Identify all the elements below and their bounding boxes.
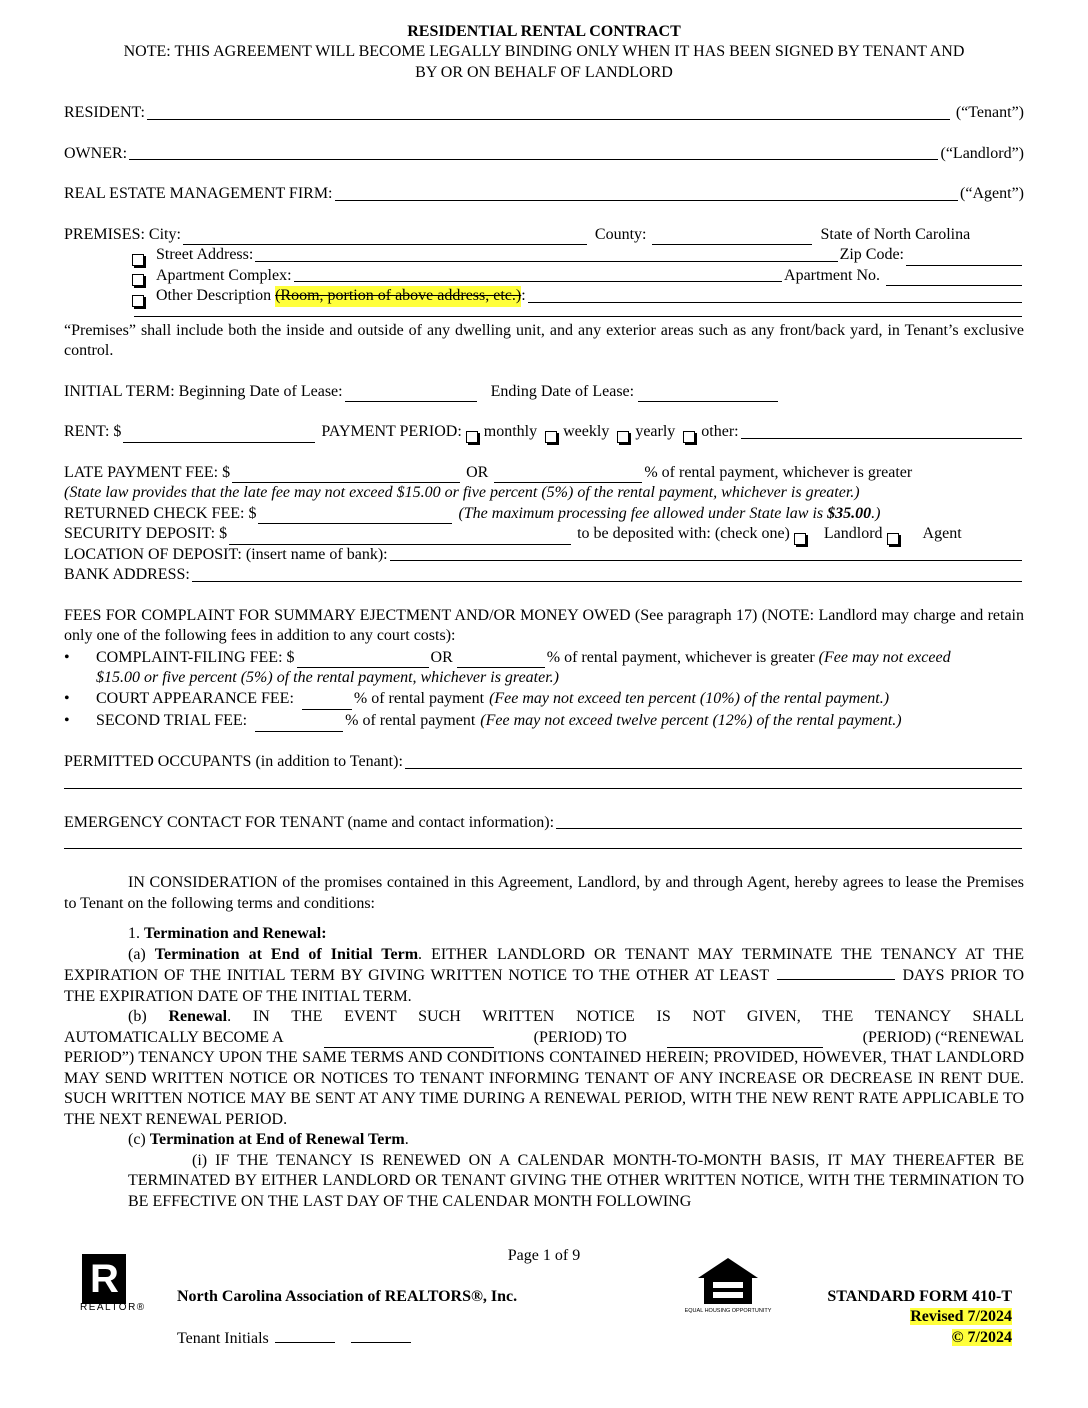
section1-title: Termination and Renewal: xyxy=(144,925,327,942)
deposit-location-label: LOCATION OF DEPOSIT: (insert name of bank): xyxy=(64,545,388,563)
security-deposit-row xyxy=(64,524,1024,545)
realtor-wordmark: REALTOR® xyxy=(80,1302,146,1313)
trial-fee-suffix: % of rental payment xyxy=(345,712,476,729)
returned-check-label: RETURNED CHECK FEE: $ xyxy=(64,504,257,522)
weekly-label: weekly xyxy=(563,423,610,440)
firm-row xyxy=(64,184,1024,205)
section1-c-dot: . xyxy=(404,1131,409,1148)
section1-heading xyxy=(64,924,1024,945)
owner-label: OWNER: xyxy=(64,144,128,162)
late-fee-label: LATE PAYMENT FEE: $ xyxy=(64,463,231,481)
court-fee-field[interactable] xyxy=(302,695,352,710)
street-row xyxy=(64,245,1024,266)
resident-field[interactable] xyxy=(147,119,950,120)
trial-fee-label: SECOND TRIAL FEE: xyxy=(96,712,248,729)
section1-a-text2: DAYS PRIOR TO THE EXPIRATION DATE OF THE INITIAL TERM. xyxy=(64,967,1025,1005)
section1-b-period: (PERIOD) TO xyxy=(533,1028,627,1046)
binding-note-line2: BY OR ON BEHALF OF LANDLORD xyxy=(415,63,673,81)
other-field-line2[interactable] xyxy=(134,316,1022,317)
street-field[interactable] xyxy=(255,261,837,262)
complex-checkbox[interactable] xyxy=(132,274,144,286)
filing-fee-row xyxy=(64,647,1024,668)
section1-c-i: (i) IF THE TENANCY IS RENEWED ON A CALENDAR MONTH-TO-MONTH BASIS, IT MAY THEREAFTER BE TERMINATED BY EITHER LANDLORD OR TENANT GIVING THE OTHER WRITTEN NOTICE, WITH THE TERMINATION TO BE EFFECTIVE ON THE LAST DAY OF THE CALENDAR MONTH FOLLOWING xyxy=(128,1151,1024,1210)
other-strike-text: (Room, portion of above address, etc.) xyxy=(275,286,521,307)
filing-fee-or: OR xyxy=(430,648,453,666)
firm-field[interactable] xyxy=(335,200,959,201)
notice-days-field[interactable] xyxy=(777,965,895,980)
returned-note-a: (The maximum processing fee allowed under State law is xyxy=(458,504,828,522)
weekly-checkbox[interactable] xyxy=(545,431,557,443)
tenant-initials-label: Tenant Initials xyxy=(177,1330,269,1347)
realtor-logo-letter: R xyxy=(90,1257,119,1301)
agent-suffix: (“Agent”) xyxy=(960,185,1024,202)
county-field[interactable] xyxy=(652,230,812,245)
section1-b-period2: (PERIOD) (“RENEWAL xyxy=(862,1028,1024,1046)
section1-c-label: (c) xyxy=(128,1131,150,1148)
other-period-label: other: xyxy=(701,423,739,440)
landlord-suffix: (“Landlord”) xyxy=(940,144,1024,162)
section1-b-rest: PERIOD”) TENANCY UPON THE SAME TERMS AND CONDITIONS CONTAINED HEREIN; PROVIDED, HOWEVER, THAT LANDLORD MAY SEND WRITTEN NOTICE OR NOTICES TO TENANT INFORMING TENANT OF ANY INCREASE OR DECREASE IN RENT DUE. SUCH WRITTEN NOTICE MAY BE SENT AT ANY TIME DURING A RENEWAL PERIOD, WITH THE NEW RENT RATE APPLICABLE TO THE NEXT RENEWAL PERIOD. xyxy=(64,1049,1024,1128)
rent-row xyxy=(64,422,1024,443)
apt-no-field[interactable] xyxy=(886,271,1022,286)
tenant-initials-field-2[interactable] xyxy=(351,1328,411,1343)
tenant-initials-field-1[interactable] xyxy=(275,1328,335,1343)
complaint-fees-intro: FEES FOR COMPLAINT FOR SUMMARY EJECTMENT AND/OR MONEY OWED (See paragraph 17) (NOTE: Landlord may charge and retain only one of the following fees in addition to any court costs): xyxy=(64,606,1024,644)
revised-date-text: Revised 7/2024 xyxy=(910,1308,1012,1325)
late-fee-note: (State law provides that the late fee may not exceed $15.00 or five percent (5%) of the rental payment, whichever is greater.) xyxy=(64,484,860,501)
street-checkbox[interactable] xyxy=(132,254,144,266)
yearly-label: yearly xyxy=(635,423,676,440)
emergency-contact-field-line2[interactable] xyxy=(64,848,1022,849)
state-label: State of North Carolina xyxy=(820,225,971,243)
deposit-location-field[interactable] xyxy=(390,560,1022,561)
occupants-field[interactable] xyxy=(405,768,1022,769)
deposit-landlord-checkbox[interactable] xyxy=(794,533,806,545)
court-fee-note: (Fee may not exceed ten percent (10%) of the rental payment.) xyxy=(489,690,890,707)
firm-label: REAL ESTATE MANAGEMENT FIRM: xyxy=(64,185,333,202)
late-fee-suffix: % of rental payment, whichever is greater xyxy=(644,463,913,481)
renewal-period-field-2[interactable] xyxy=(667,1033,823,1048)
section1-b-line2 xyxy=(64,1028,1024,1049)
owner-row xyxy=(64,144,1024,165)
complex-row xyxy=(64,266,1024,287)
deposit-with-label: to be deposited with: (check one) xyxy=(577,525,790,542)
bullet-dot: • xyxy=(64,690,70,707)
bank-address-field[interactable] xyxy=(192,581,1022,582)
late-fee-row xyxy=(64,463,1024,484)
emergency-contact-field[interactable] xyxy=(556,828,1022,829)
organization-name: North Carolina Association of REALTORS®, Inc. xyxy=(177,1288,518,1305)
deposit-agent-checkbox[interactable] xyxy=(887,533,899,545)
copyright-date xyxy=(952,1328,1012,1349)
filing-fee-field[interactable] xyxy=(297,653,429,668)
court-fee-suffix: % of rental payment xyxy=(353,690,485,707)
eho-text: EQUAL HOUSING OPPORTUNITY xyxy=(684,1308,772,1314)
trial-fee-note: (Fee may not exceed twelve percent (12%) of the rental payment.) xyxy=(480,712,902,729)
filing-fee-percent-field[interactable] xyxy=(457,653,545,668)
section1-a-label: (a) xyxy=(128,945,155,963)
section1-a xyxy=(64,945,1024,1008)
court-fee-row xyxy=(64,688,1024,710)
monthly-label: monthly xyxy=(483,423,538,440)
owner-field[interactable] xyxy=(129,159,938,160)
section1-a-text: . EITHER LANDLORD OR TENANT MAY TERMINATE THE TENANCY AT THE EXPIRATION OF THE INITIAL TERM BY GIVING WRITTEN NOTICE TO THE OTHER AT LEAST xyxy=(64,945,1025,984)
emergency-contact-label: EMERGENCY CONTACT FOR TENANT (name and contact information): xyxy=(64,813,555,831)
returned-note-amount: $35.00 xyxy=(827,504,872,522)
street-label: Street Address: xyxy=(156,246,254,263)
bank-address-label: BANK ADDRESS: xyxy=(64,566,190,583)
emergency-contact-row-2 xyxy=(64,833,1024,853)
monthly-checkbox[interactable] xyxy=(466,431,478,443)
occupants-row-2 xyxy=(64,773,1024,793)
filing-fee-note: $15.00 or five percent (5%) of the rental payment, whichever is greater.) xyxy=(96,668,559,686)
premises-city-label: PREMISES: City: xyxy=(64,225,181,243)
filing-fee-label: COMPLAINT-FILING FEE: $ xyxy=(96,648,295,666)
zip-field[interactable] xyxy=(906,251,1022,266)
section1-b-line1 xyxy=(64,1007,1024,1028)
court-fee-label: COURT APPEARANCE FEE: xyxy=(96,690,294,707)
rent-label: RENT: $ xyxy=(64,423,122,440)
late-fee-or: OR xyxy=(466,463,489,481)
section1-b-auto: AUTOMATICALLY BECOME A xyxy=(64,1028,284,1046)
security-deposit-label: SECURITY DEPOSIT: $ xyxy=(64,525,228,542)
resident-row xyxy=(64,103,1024,124)
end-date-field[interactable] xyxy=(638,387,778,402)
rent-field[interactable] xyxy=(123,428,315,443)
term-row xyxy=(64,382,1024,403)
deposit-landlord-label: Landlord xyxy=(823,525,883,542)
section1-number: 1. xyxy=(128,925,144,942)
tenant-initials xyxy=(177,1328,413,1350)
consideration-paragraph: IN CONSIDERATION of the promises contained in this Agreement, Landlord, by and through Agent, hereby agrees to lease the Premises to Tenant on the following terms and conditions: xyxy=(64,874,1024,912)
form-number: STANDARD FORM 410-T xyxy=(827,1288,1012,1305)
other-colon: : xyxy=(521,287,526,304)
realtor-logo xyxy=(82,1254,126,1304)
copyright-date-text: © 7/2024 xyxy=(951,1329,1012,1346)
other-label: Other Description xyxy=(156,287,272,304)
section1-b-label: (b) xyxy=(128,1008,169,1025)
section1-c-title: Termination at End of Renewal Term xyxy=(149,1131,405,1148)
other-description-row xyxy=(64,286,1024,307)
premises-definition: “Premises” shall include both the inside and outside of any dwelling unit, and any exterior areas such as any front/back yard, in Tenant’s exclusive control. xyxy=(64,321,1024,359)
apt-no-label: Apartment No. xyxy=(784,266,880,284)
deposit-agent-label: Agent xyxy=(922,525,962,542)
premises-city-row xyxy=(64,225,1024,246)
trial-fee-field[interactable] xyxy=(255,717,343,732)
security-deposit-field[interactable] xyxy=(229,530,571,545)
late-fee-field[interactable] xyxy=(232,468,460,483)
occupants-field-line2[interactable] xyxy=(64,788,1022,789)
revised-date xyxy=(910,1307,1012,1328)
renewal-period-field[interactable] xyxy=(324,1033,494,1048)
bullet-dot: • xyxy=(64,648,70,666)
section1-b-text: . IN THE EVENT SUCH WRITTEN NOTICE IS NOT GIVEN, THE TENANCY SHALL xyxy=(227,1008,1024,1025)
binding-note-line1: NOTE: THIS AGREEMENT WILL BECOME LEGALLY BINDING ONLY WHEN IT HAS BEEN SIGNED BY TENANT AND xyxy=(123,43,965,60)
returned-note-c: .) xyxy=(871,504,881,522)
section1-a-title: Termination at End of Initial Term xyxy=(154,945,419,963)
page-number: Page 1 of 9 xyxy=(507,1247,581,1264)
bullet-dot: • xyxy=(64,712,70,729)
other-field[interactable] xyxy=(528,302,1022,303)
occupants-label: PERMITTED OCCUPANTS (in addition to Tenant): xyxy=(64,753,403,770)
document-title: RESIDENTIAL RENTAL CONTRACT xyxy=(407,23,681,40)
complex-field[interactable] xyxy=(294,281,782,282)
zip-label: Zip Code: xyxy=(839,246,904,263)
resident-label: RESIDENT: xyxy=(64,104,145,121)
yearly-checkbox[interactable] xyxy=(617,431,629,443)
county-label: County: xyxy=(594,225,647,243)
filing-fee-suffix: % of rental payment, whichever is greater xyxy=(546,648,815,666)
equal-housing-icon xyxy=(684,1256,772,1320)
section1-c xyxy=(64,1130,1024,1151)
bank-address-row xyxy=(64,565,1024,586)
returned-check-note xyxy=(458,504,880,525)
section1-b-title: Renewal xyxy=(168,1008,228,1025)
tenant-suffix: (“Tenant”) xyxy=(955,104,1024,121)
other-period-checkbox[interactable] xyxy=(683,431,695,443)
term-label: INITIAL TERM: Beginning Date of Lease: xyxy=(64,382,343,400)
document-page xyxy=(64,22,1024,1212)
returned-check-row xyxy=(64,504,1024,525)
returned-check-field[interactable] xyxy=(258,509,452,524)
trial-fee-row xyxy=(64,710,1024,732)
complex-label: Apartment Complex: xyxy=(156,266,292,284)
deposit-location-row xyxy=(64,545,1024,566)
payment-period-label: PAYMENT PERIOD: xyxy=(321,423,462,440)
other-continuation-row xyxy=(64,307,1024,321)
occupants-row xyxy=(64,752,1024,773)
filing-fee-note-start: (Fee may not exceed xyxy=(818,648,951,666)
city-field[interactable] xyxy=(183,230,587,245)
other-checkbox[interactable] xyxy=(132,295,144,307)
ending-label: Ending Date of Lease: xyxy=(490,382,635,400)
begin-date-field[interactable] xyxy=(345,387,477,402)
late-fee-percent-field[interactable] xyxy=(494,468,642,483)
other-period-field[interactable] xyxy=(741,438,1022,439)
emergency-contact-row xyxy=(64,813,1024,834)
